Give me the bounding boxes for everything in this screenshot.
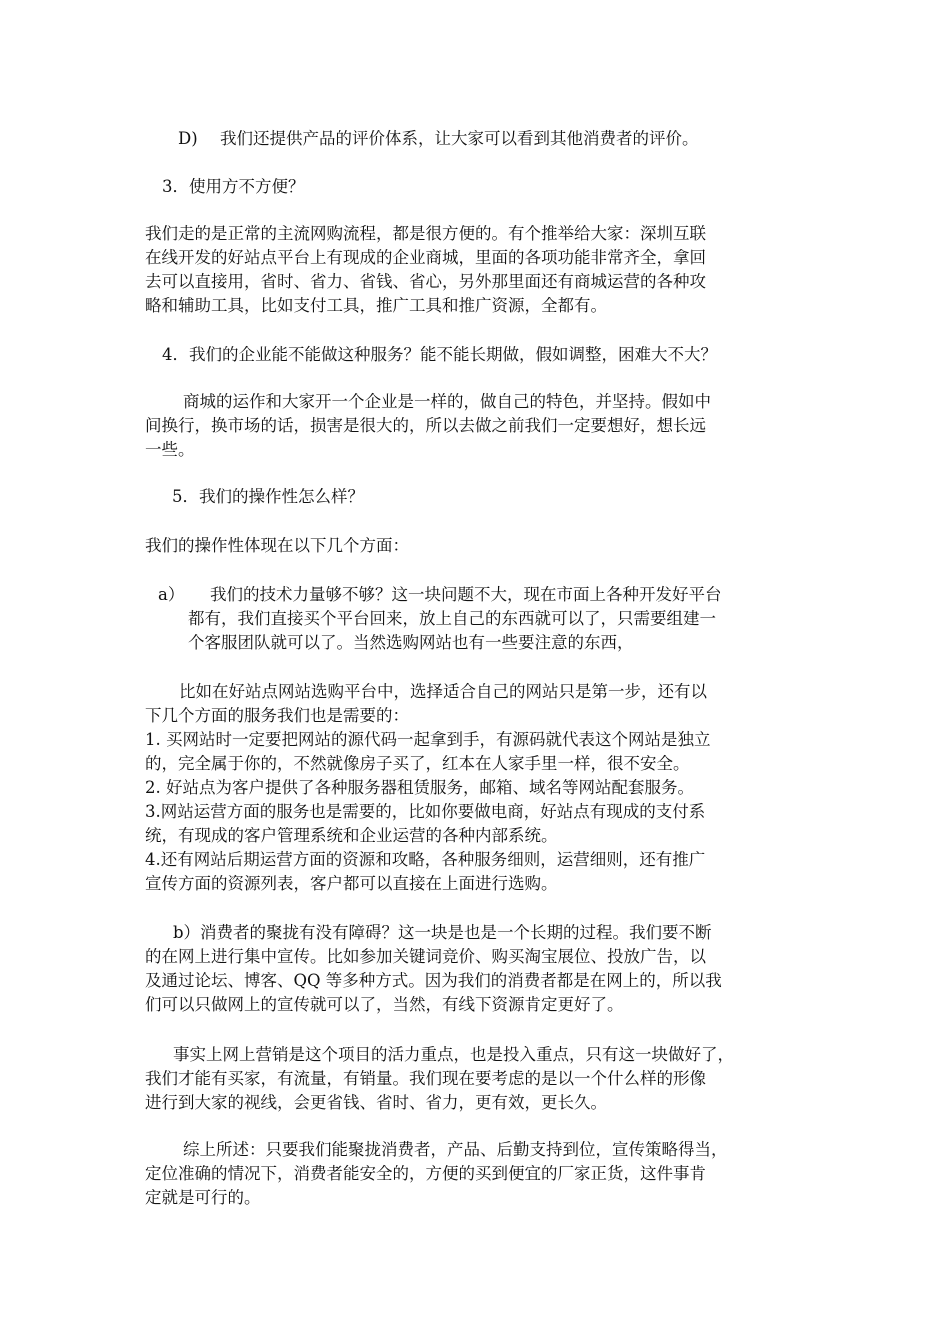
numbered-list bbox=[145, 728, 711, 896]
paragraph-line: 定就是可行的。 bbox=[145, 1188, 261, 1207]
paragraph-line: 在线开发的好站点平台上有现成的企业商城，里面的各项功能非常齐全，拿回 bbox=[145, 248, 706, 267]
paragraph-8 bbox=[145, 1138, 728, 1210]
list-marker: a） bbox=[158, 585, 185, 604]
list-item-text: 我们还提供产品的评价体系，让大家可以看到其他消费者的评价。 bbox=[220, 129, 699, 148]
paragraph-line: 定位准确的情况下，消费者能安全的，方便的买到便宜的厂家正货，这件事肯 bbox=[145, 1164, 706, 1183]
paragraph-line: 间换行，换市场的话，损害是很大的，所以去做之前我们一定要想好，想长远 bbox=[145, 416, 706, 435]
list-item-text: 我们的技术力量够不够？这一块问题不大，现在市面上各种开发好平台 bbox=[210, 585, 722, 604]
paragraph-line: 综上所述：只要我们能聚拢消费者，产品、后勤支持到位，宣传策略得当， bbox=[183, 1140, 728, 1159]
list-item-text: 都有，我们直接买个平台回来，放上自己的东西就可以了，只需要组建一 bbox=[188, 609, 716, 628]
list-line: 4.还有网站后期运营方面的资源和攻略，各种服务细则，运营细则，还有推广 bbox=[145, 850, 706, 869]
paragraph-line: 商城的运作和大家开一个企业是一样的，做自己的特色，并坚持。假如中 bbox=[183, 392, 711, 411]
paragraph-line: 我们走的是正常的主流网购流程，都是很方便的。有个推举给大家：深圳互联 bbox=[145, 224, 706, 243]
list-line: 2. 好站点为客户提供了各种服务器租赁服务，邮箱、域名等网站配套服务。 bbox=[145, 778, 694, 797]
paragraph-line: 下几个方面的服务我们也是需要的： bbox=[145, 706, 409, 725]
list-line: 的，完全属于你的，不然就像房子买了，红本在人家手里一样，很不安全。 bbox=[145, 754, 690, 773]
paragraph-line: 比如在好站点网站选购平台中，选择适合自己的网站只是第一步，还有以 bbox=[179, 682, 707, 701]
paragraph-line: 事实上网上营销是这个项目的活力重点，也是投入重点，只有这一块做好了， bbox=[173, 1045, 734, 1064]
paragraph-line: 的在网上进行集中宣传。比如参加关键词竞价、购买淘宝展位、投放广告，以 bbox=[145, 947, 706, 966]
paragraph-7 bbox=[145, 1043, 734, 1115]
paragraph-line: 我们才能有买家，有流量，有销量。我们现在要考虑的是以一个什么样的形像 bbox=[145, 1069, 706, 1088]
list-item-text: 个客服团队就可以了。当然选购网站也有一些要注意的东西， bbox=[188, 633, 634, 652]
list-line: 3.网站运营方面的服务也是需要的，比如你要做电商，好站点有现成的支付系 bbox=[145, 802, 706, 821]
paragraph-line: 一些。 bbox=[145, 440, 195, 459]
list-line: 统，有现成的客户管理系统和企业运营的各种内部系统。 bbox=[145, 826, 558, 845]
paragraph-5: 我们的操作性体现在以下几个方面： bbox=[145, 536, 409, 555]
list-line: 1. 买网站时一定要把网站的源代码一起拿到手，有源码就代表这个网站是独立 bbox=[145, 730, 711, 749]
paragraph-line: 去可以直接用，省时、省力、省钱、省心，另外那里面还有商城运营的各种攻 bbox=[145, 272, 706, 291]
list-item-d bbox=[178, 128, 699, 150]
paragraph-line: 们可以只做网上的宣传就可以了，当然，有线下资源肯定更好了。 bbox=[145, 995, 624, 1014]
paragraph-3 bbox=[145, 222, 706, 318]
paragraph-line: 进行到大家的视线，会更省钱、省时、省力，更有效，更长久。 bbox=[145, 1093, 607, 1112]
paragraph-6 bbox=[145, 680, 707, 728]
list-line: 宣传方面的资源列表，客户都可以直接在上面进行选购。 bbox=[145, 874, 558, 893]
list-marker: D) bbox=[178, 129, 198, 148]
paragraph-4 bbox=[145, 390, 711, 462]
paragraph-line: b）消费者的聚拢有没有障碍？这一块是也是一个长期的过程。我们要不断 bbox=[173, 923, 712, 942]
list-item-first-line bbox=[158, 583, 722, 607]
question-5-heading: 5．我们的操作性怎么样？ bbox=[172, 487, 364, 506]
paragraph-line: 及通过论坛、博客、QQ 等多种方式。因为我们的消费者都是在网上的，所以我 bbox=[145, 971, 722, 990]
list-item-a bbox=[158, 583, 722, 655]
question-4-heading: 4．我们的企业能不能做这种服务？能不能长期做，假如调整，困难大不大？ bbox=[162, 345, 717, 364]
list-item-b bbox=[145, 921, 722, 1017]
question-3-heading: 3．使用方不方便？ bbox=[162, 177, 305, 196]
paragraph-line: 略和辅助工具，比如支付工具，推广工具和推广资源，全都有。 bbox=[145, 296, 607, 315]
